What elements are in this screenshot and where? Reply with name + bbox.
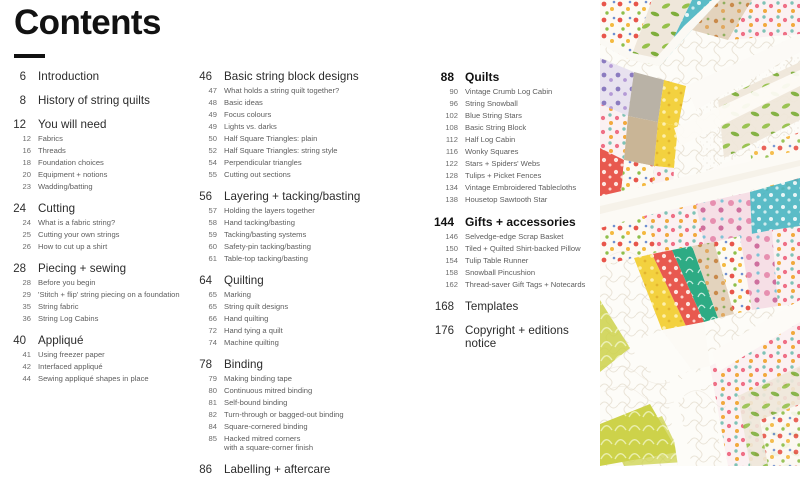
toc-sub-entry[interactable]	[186, 374, 414, 383]
toc-entry-label: Quilting	[224, 274, 264, 287]
toc-sub-entry[interactable]	[424, 99, 596, 108]
toc-entry-label: Appliqué	[38, 334, 84, 347]
toc-entry-label: Basic string block designs	[224, 70, 359, 83]
toc-page-number: 58	[208, 217, 217, 227]
toc-page-number: 54	[208, 157, 217, 167]
quilt-photo	[600, 0, 800, 466]
toc-section-entry[interactable]	[186, 190, 414, 203]
toc-page-number: 57	[208, 205, 217, 215]
toc-entry-label: Stars + Spiders' Webs	[465, 158, 540, 168]
toc-page-number: 44	[22, 373, 31, 383]
toc-sub-entry[interactable]	[186, 146, 414, 155]
toc-page-number: 146	[445, 231, 458, 241]
toc-entry-label: Vintage Crumb Log Cabin	[465, 86, 553, 96]
toc-entry-label: Layering + tacking/basting	[224, 190, 361, 203]
toc-entry-label: Hand quilting	[224, 313, 269, 323]
toc-sub-entry[interactable]	[0, 278, 186, 287]
toc-page-number: 168	[434, 301, 454, 313]
toc-column-2	[186, 70, 414, 477]
toc-sub-entry[interactable]	[0, 218, 186, 227]
toc-sub-entry[interactable]	[186, 122, 414, 131]
toc-entry-label: Quilts	[465, 70, 500, 84]
toc-section-entry[interactable]	[424, 70, 596, 84]
toc-entry-label: History of string quilts	[38, 94, 151, 107]
toc-sub-entry[interactable]	[186, 134, 414, 143]
toc-sub-entry[interactable]	[0, 158, 186, 167]
toc-page-number: 50	[208, 133, 217, 143]
toc-page-number: 59	[208, 229, 217, 239]
toc-entry-label: String quilt designs	[224, 301, 289, 311]
toc-page-number: 8	[19, 95, 26, 107]
toc-page-number: 40	[13, 335, 26, 347]
toc-page-number: 28	[22, 277, 31, 287]
toc-page-number: 138	[445, 194, 458, 204]
toc-sub-entry[interactable]	[424, 244, 596, 253]
toc-sub-entry[interactable]	[0, 374, 186, 383]
toc-sub-entry[interactable]	[186, 326, 414, 335]
toc-page-number: 16	[22, 145, 31, 155]
toc-page-number: 29	[22, 289, 31, 299]
toc-section-entry[interactable]	[424, 215, 596, 229]
toc-page-number: 61	[208, 253, 217, 263]
toc-entry-label: Cutting out sections	[224, 169, 291, 179]
toc-entry-label: Tiled + Quilted Shirt-backed Pillow	[465, 243, 581, 253]
toc-entry-label: Cutting	[38, 202, 76, 215]
toc-entry-label: You will need	[38, 118, 107, 131]
toc-entry-label: Using freezer paper	[38, 349, 105, 359]
toc-entry-label: Tulips + Picket Fences	[465, 170, 542, 180]
toc-entry-label: Marking	[224, 289, 252, 299]
toc-sub-entry[interactable]	[186, 242, 414, 251]
toc-page-number: 6	[19, 71, 26, 83]
toc-page-number: 150	[445, 243, 458, 253]
toc-sub-entry[interactable]	[186, 86, 414, 95]
toc-sub-entry[interactable]	[0, 182, 186, 191]
toc-sub-entry[interactable]	[424, 280, 596, 289]
toc-entry-label: Copyright + editions notice	[465, 324, 569, 350]
toc-sub-entry[interactable]	[424, 111, 596, 120]
toc-section-entry[interactable]	[0, 94, 186, 107]
toc-sub-entry[interactable]	[186, 314, 414, 323]
toc-entry-label: Wadding/batting	[38, 181, 93, 191]
toc-section-entry[interactable]	[186, 358, 414, 371]
toc-sub-entry[interactable]	[0, 242, 186, 251]
toc-sub-entry[interactable]	[186, 230, 414, 239]
toc-sub-entry[interactable]	[186, 410, 414, 419]
toc-entry-label: Wonky Squares	[465, 146, 519, 156]
toc-entry-label: Machine quilting	[224, 337, 279, 347]
toc-sub-entry[interactable]	[424, 232, 596, 241]
toc-page-number: 88	[440, 70, 454, 84]
toc-entry-label: Labelling + aftercare	[224, 463, 331, 477]
toc-page-number: 82	[208, 409, 217, 419]
toc-page-number: 74	[208, 337, 217, 347]
toc-sub-entry[interactable]	[186, 422, 414, 431]
toc-page-number: 23	[22, 181, 31, 191]
toc-sub-entry[interactable]	[186, 302, 414, 311]
toc-section-entry[interactable]	[186, 463, 414, 476]
toc-entry-label: Tacking/basting systems	[224, 229, 307, 239]
toc-section-entry[interactable]	[0, 202, 186, 215]
toc-sub-entry[interactable]	[0, 362, 186, 371]
toc-page-number: 64	[199, 275, 212, 287]
toc-page-number: 112	[445, 134, 458, 144]
toc-section-entry[interactable]	[186, 70, 414, 83]
toc-entry-label: Hand tacking/basting	[224, 217, 295, 227]
toc-sub-entry[interactable]	[186, 386, 414, 395]
toc-sub-entry[interactable]	[424, 256, 596, 265]
toc-entry-label: Square-cornered binding	[224, 421, 308, 431]
toc-page-number: 72	[208, 325, 217, 335]
toc-section-entry[interactable]	[186, 274, 414, 287]
toc-section-entry[interactable]	[0, 118, 186, 131]
toc-sub-entry[interactable]	[0, 350, 186, 359]
toc-page-number: 46	[199, 71, 212, 83]
toc-page-number: 154	[445, 255, 458, 265]
toc-entry-label: Equipment + notions	[38, 169, 108, 179]
toc-entry-label: What holds a string quilt together?	[224, 85, 340, 95]
toc-sub-entry[interactable]	[186, 254, 414, 263]
toc-sub-entry[interactable]	[0, 134, 186, 143]
toc-entry-label: Selvedge-edge Scrap Basket	[465, 231, 564, 241]
toc-entry-label: Sewing appliqué shapes in place	[38, 373, 149, 383]
toc-page-number: 158	[445, 267, 458, 277]
toc-entry-label: Holding the layers together	[224, 205, 315, 215]
toc-page-number: 12	[13, 119, 26, 131]
toc-entry-label: String Snowball	[465, 98, 518, 108]
toc-page-number: 20	[22, 169, 31, 179]
toc-entry-label: Making binding tape	[224, 373, 292, 383]
toc-entry-label: Vintage Embroidered Tablecloths	[465, 182, 577, 192]
toc-sub-entry[interactable]	[186, 206, 414, 215]
toc-page-number: 78	[199, 359, 212, 371]
toc-page-number: 26	[22, 241, 31, 251]
toc-entry-label: Thread-saver Gift Tags + Notecards	[465, 279, 586, 289]
toc-entry-label: Safety-pin tacking/basting	[224, 241, 311, 251]
toc-entry-label: Turn-through or bagged-out binding	[224, 409, 344, 419]
toc-sub-entry[interactable]	[186, 110, 414, 119]
toc-page-number: 85	[208, 433, 217, 443]
toc-page-number: 80	[208, 385, 217, 395]
toc-page-number: 90	[449, 86, 458, 96]
toc-page-number: 18	[22, 157, 31, 167]
toc-page-number: 176	[434, 325, 454, 337]
toc-page-number: 134	[445, 182, 458, 192]
toc-sub-entry[interactable]	[424, 195, 596, 204]
toc-entry-label: Fabrics	[38, 133, 63, 143]
toc-column-1	[0, 70, 186, 383]
toc-entry-label: 'Stitch + flip' string piecing on a foundation	[38, 289, 180, 299]
toc-sub-entry[interactable]	[186, 398, 414, 407]
toc-sub-entry[interactable]	[186, 434, 414, 453]
toc-entry-label: Piecing + sewing	[38, 262, 127, 275]
toc-sub-entry[interactable]	[424, 171, 596, 180]
toc-sub-entry[interactable]	[424, 135, 596, 144]
toc-sub-entry[interactable]	[0, 290, 186, 299]
toc-sub-entry[interactable]	[186, 98, 414, 107]
page-title: Contents	[14, 3, 161, 42]
toc-column-3	[424, 70, 596, 351]
toc-page-number: 24	[13, 203, 26, 215]
toc-page-number: 41	[22, 349, 31, 359]
toc-entry-label: Interfaced appliqué	[38, 361, 103, 371]
toc-sub-entry[interactable]	[424, 147, 596, 156]
toc-entry-label: Half Log Cabin	[465, 134, 516, 144]
toc-sub-entry[interactable]	[0, 170, 186, 179]
toc-entry-label: Templates	[465, 300, 519, 313]
toc-page-number: 49	[208, 109, 217, 119]
toc-page-number: 24	[22, 217, 31, 227]
toc-entry-label: Cutting your own strings	[38, 229, 120, 239]
toc-entry-label: Before you begin	[38, 277, 96, 287]
toc-section-entry[interactable]	[0, 262, 186, 275]
toc-entry-label: How to cut up a shirt	[38, 241, 108, 251]
toc-entry-label: Basic ideas	[224, 97, 263, 107]
toc-page-number: 36	[22, 313, 31, 323]
toc-sub-entry[interactable]	[186, 170, 414, 179]
toc-sub-entry[interactable]	[186, 290, 414, 299]
toc-entry-label: What is a fabric string?	[38, 217, 116, 227]
toc-sub-entry[interactable]	[0, 230, 186, 239]
toc-entry-label: Snowball Pincushion	[465, 267, 536, 277]
toc-page-number: 162	[445, 279, 458, 289]
toc-entry-label: Perpendicular triangles	[224, 157, 302, 167]
toc-entry-label: String fabric	[38, 301, 79, 311]
toc-page-number: 49	[208, 121, 217, 131]
toc-page-number: 84	[208, 421, 217, 431]
toc-page-number: 116	[445, 146, 458, 156]
toc-section-entry[interactable]	[424, 300, 596, 313]
toc-sub-entry[interactable]	[424, 87, 596, 96]
toc-entry-label: Continuous mitred binding	[224, 385, 313, 395]
toc-entry-label: Hand tying a quilt	[224, 325, 283, 335]
toc-entry-label: Self-bound binding	[224, 397, 288, 407]
toc-entry-label: Half Square Triangles: plain	[224, 133, 318, 143]
toc-entry-label: Basic String Block	[465, 122, 527, 132]
toc-sub-entry[interactable]	[424, 159, 596, 168]
toc-page-number: 12	[22, 133, 31, 143]
toc-sub-entry[interactable]	[186, 218, 414, 227]
title-rule	[14, 54, 45, 58]
toc-sub-entry[interactable]	[424, 268, 596, 277]
toc-page-number: 42	[22, 361, 31, 371]
toc-page-number: 66	[208, 313, 217, 323]
toc-sub-entry[interactable]	[186, 158, 414, 167]
toc-entry-label: Hacked mitred corners with a square-corner finish	[224, 434, 414, 453]
toc-sub-entry[interactable]	[0, 146, 186, 155]
toc-entry-label: Foundation choices	[38, 157, 104, 167]
toc-page-number: 47	[208, 85, 217, 95]
toc-entry-label: String Log Cabins	[38, 313, 99, 323]
toc-page-number: 86	[199, 464, 212, 477]
toc-page-number: 65	[208, 301, 217, 311]
toc-page-number: 28	[13, 263, 26, 275]
toc-page-number: 35	[22, 301, 31, 311]
toc-sub-entry[interactable]	[186, 338, 414, 347]
toc-entry-label: Gifts + accessories	[465, 215, 576, 229]
toc-section-entry[interactable]	[0, 334, 186, 347]
toc-entry-label-line2: with a square-corner finish	[224, 443, 314, 452]
toc-page-number: 56	[199, 191, 212, 203]
toc-entry-label: Focus colours	[224, 109, 272, 119]
toc-entry-label: Binding	[224, 358, 264, 371]
toc-page-number: 108	[445, 122, 458, 132]
toc-sub-entry[interactable]	[424, 183, 596, 192]
toc-page-number: 55	[208, 169, 217, 179]
toc-page-number: 52	[208, 145, 217, 155]
toc-sub-entry[interactable]	[424, 123, 596, 132]
toc-sub-entry[interactable]	[0, 314, 186, 323]
toc-entry-label: Housetop Sawtooth Star	[465, 194, 548, 204]
toc-page-number: 65	[208, 289, 217, 299]
toc-page-number: 102	[445, 110, 458, 120]
toc-entry-label: Table-top tacking/basting	[224, 253, 309, 263]
toc-page-number: 79	[208, 373, 217, 383]
toc-page-number: 128	[445, 170, 458, 180]
toc-entry-label: Tulip Table Runner	[465, 255, 529, 265]
toc-page-number: 60	[208, 241, 217, 251]
toc-page-number: 96	[449, 98, 458, 108]
toc-page-number: 144	[433, 215, 454, 229]
toc-page-number: 25	[22, 229, 31, 239]
toc-entry-label: Blue String Stars	[465, 110, 522, 120]
toc-page-number: 81	[208, 397, 217, 407]
toc-entry-label: Half Square Triangles: string style	[224, 145, 338, 155]
toc-section-entry[interactable]	[424, 324, 596, 350]
title-block	[14, 2, 161, 58]
toc-page-number: 48	[208, 97, 217, 107]
toc-entry-label: Introduction	[38, 70, 100, 83]
toc-sub-entry[interactable]	[0, 302, 186, 311]
toc-entry-label: Lights vs. darks	[224, 121, 277, 131]
toc-page-number: 122	[445, 158, 458, 168]
toc-entry-label: Threads	[38, 145, 66, 155]
toc-section-entry[interactable]	[0, 70, 186, 83]
